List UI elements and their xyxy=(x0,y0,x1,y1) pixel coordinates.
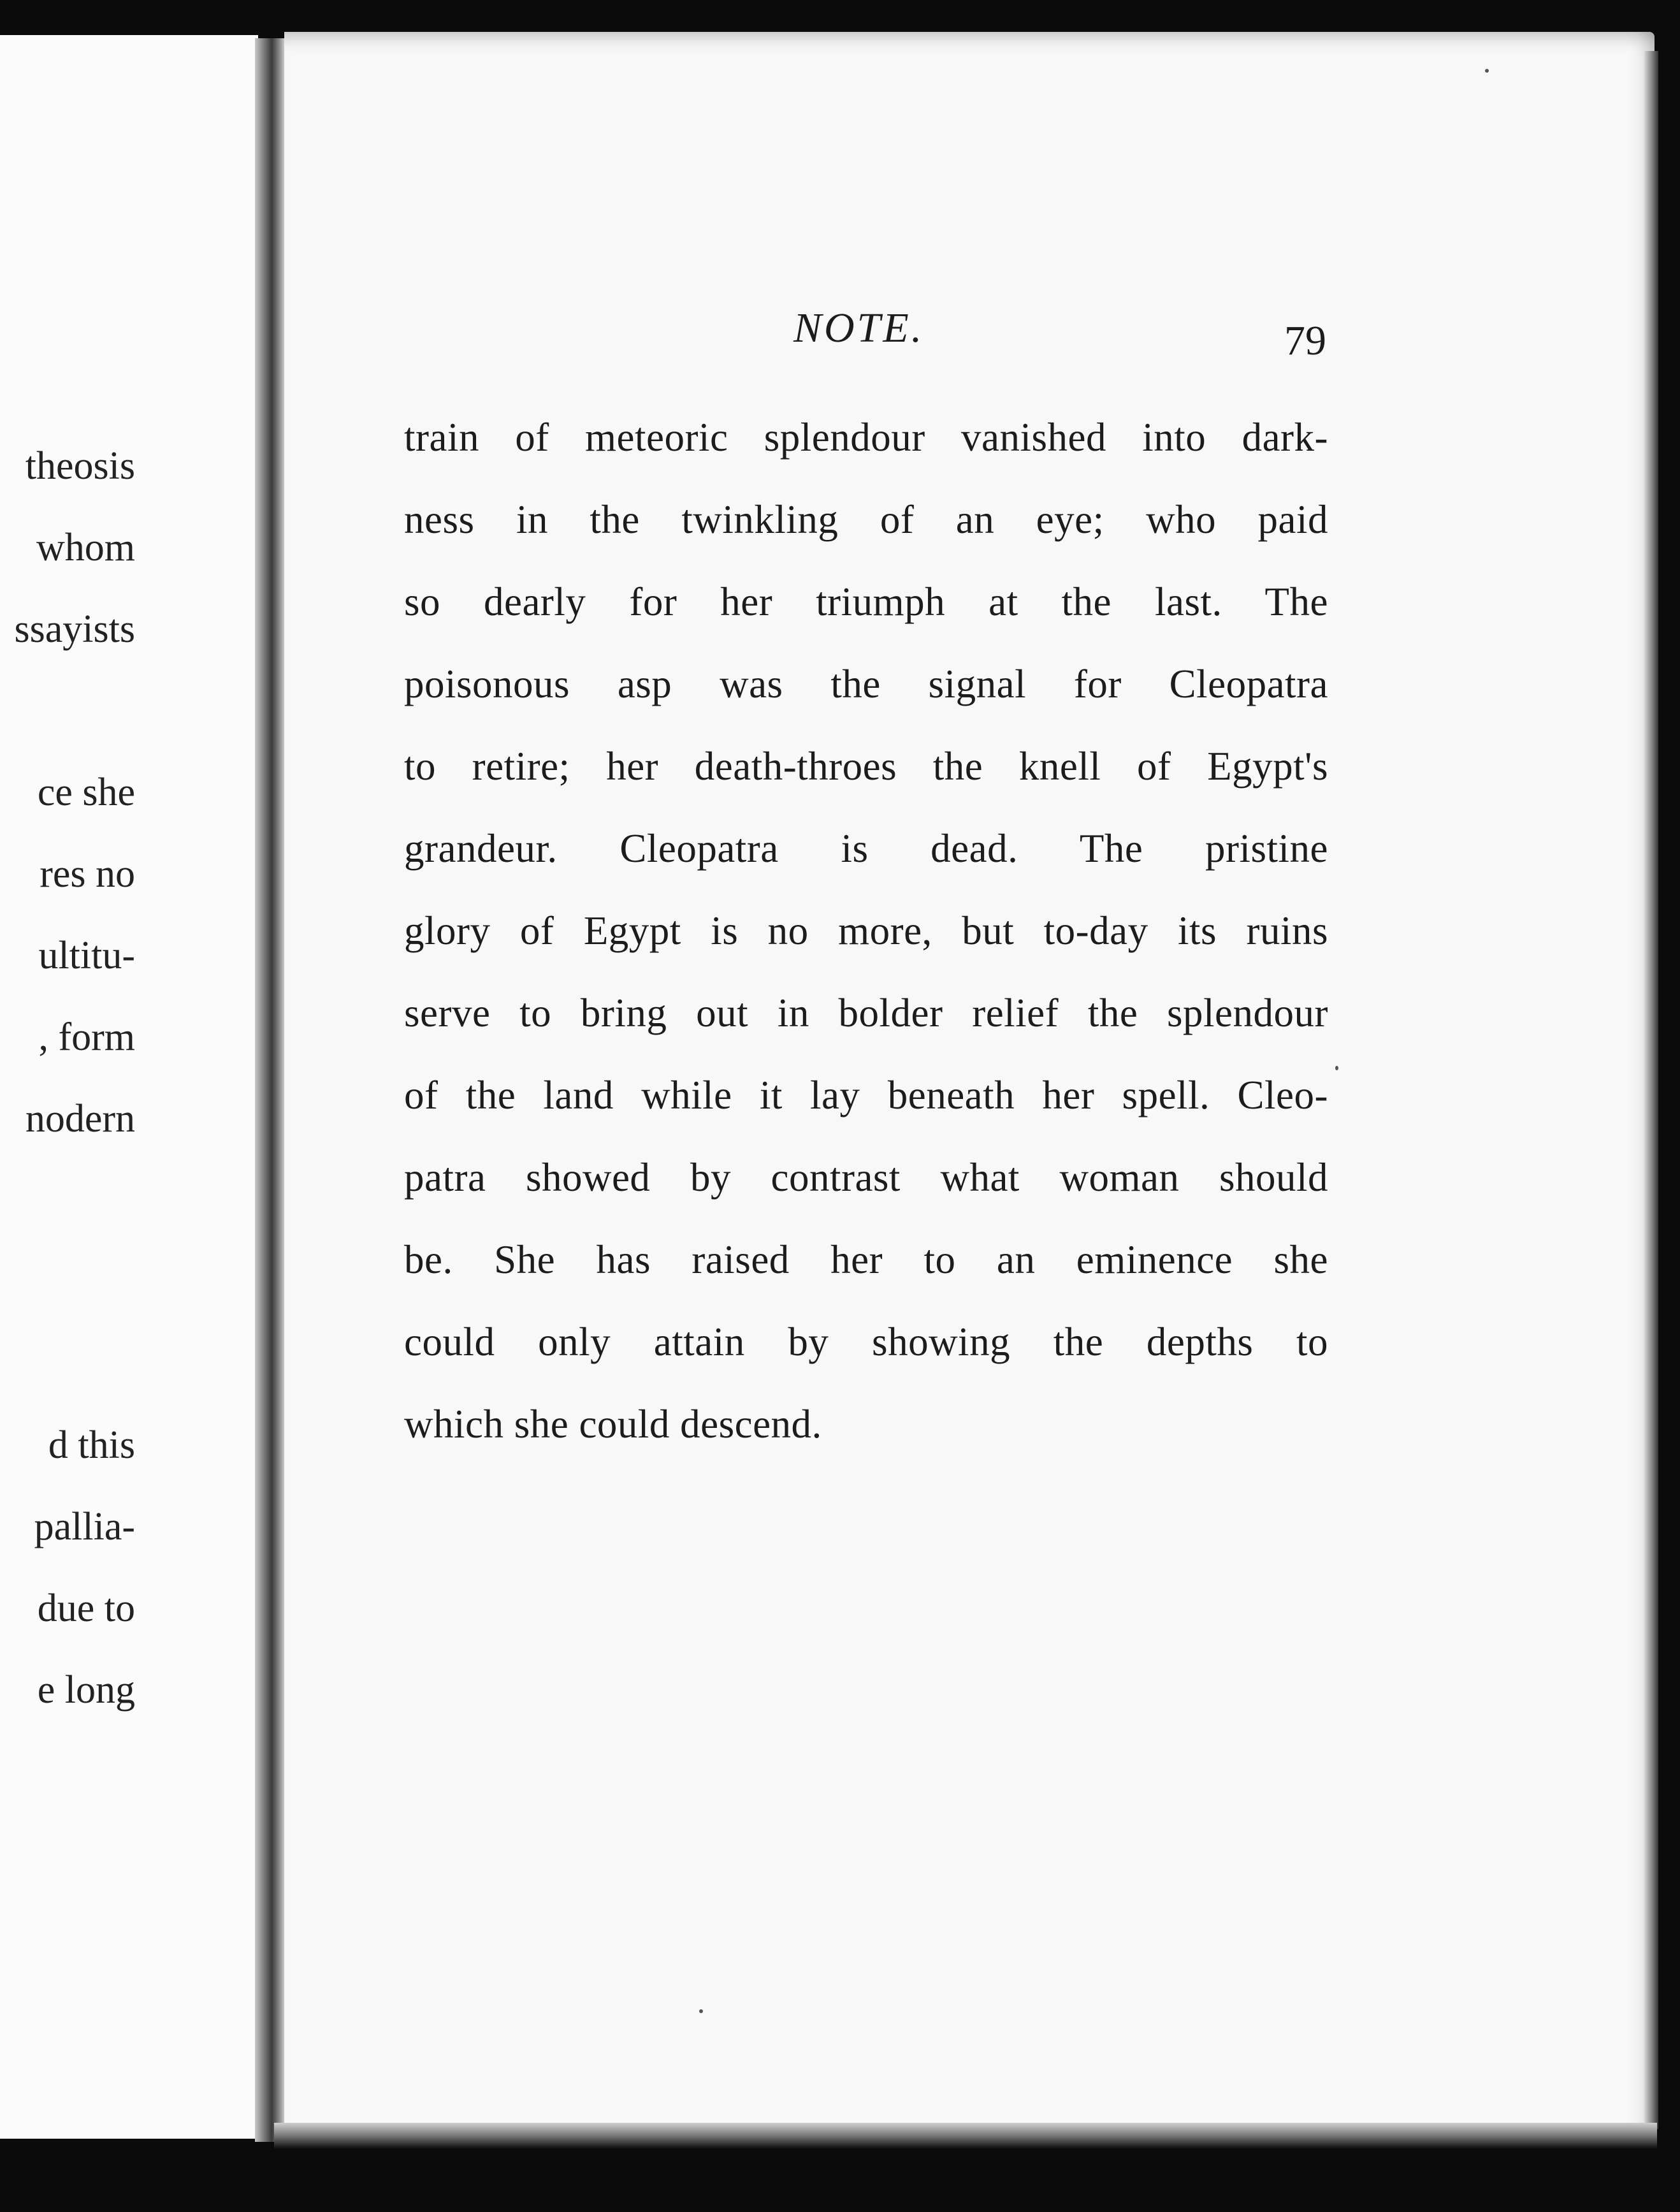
left-page-fragment: due to xyxy=(37,1587,135,1630)
running-head: NOTE. xyxy=(793,305,925,351)
left-page-fragment: theosis xyxy=(25,444,135,488)
left-page-fragment: ce she xyxy=(37,771,135,814)
text-line: which she could descend. xyxy=(404,1402,822,1446)
left-page-fragment: ultitu- xyxy=(38,934,135,977)
paper-speck xyxy=(699,2009,703,2013)
left-page-fragment: whom xyxy=(36,526,135,569)
text-line: to retire; her death-throes the knell of Egypt's xyxy=(404,744,1328,789)
text-line: ness in the twinkling of an eye; who paid xyxy=(404,497,1328,542)
text-line: be. She has raised her to an eminence she xyxy=(404,1237,1328,1282)
page-edge-right xyxy=(1644,51,1658,2129)
paper-speck xyxy=(1335,1066,1338,1070)
text-line: patra showed by contrast what woman should xyxy=(404,1155,1328,1200)
left-page xyxy=(0,35,258,2139)
left-page-fragment: pallia- xyxy=(34,1505,135,1548)
text-line: train of meteoric splendour vanished into dark- xyxy=(404,415,1328,460)
text-line: could only attain by showing the depths to xyxy=(404,1320,1328,1364)
page-edge-bottom xyxy=(274,2123,1657,2148)
text-line: poisonous asp was the signal for Cleopatra xyxy=(404,662,1328,706)
paper-speck xyxy=(1485,69,1489,73)
left-page-fragment: , form xyxy=(38,1015,135,1059)
left-page-fragment: nodern xyxy=(25,1097,135,1140)
left-page-fragment: d this xyxy=(48,1423,135,1467)
text-line: serve to bring out in bolder relief the splendour xyxy=(404,991,1328,1035)
text-line: grandeur. Cleopatra is dead. The pristine xyxy=(404,826,1328,871)
left-page-fragment: e long xyxy=(37,1668,135,1712)
body-text xyxy=(404,415,1328,1487)
text-line: of the land while it lay beneath her spell. Cleo- xyxy=(404,1073,1328,1117)
book-gutter xyxy=(255,38,286,2142)
text-line: so dearly for her triumph at the last. The xyxy=(404,579,1328,624)
left-page-fragment: res no xyxy=(40,852,135,896)
page-number: 79 xyxy=(1284,317,1326,364)
text-line: glory of Egypt is no more, but to-day its ruins xyxy=(404,908,1328,953)
left-page-fragment: ssayists xyxy=(14,608,135,651)
